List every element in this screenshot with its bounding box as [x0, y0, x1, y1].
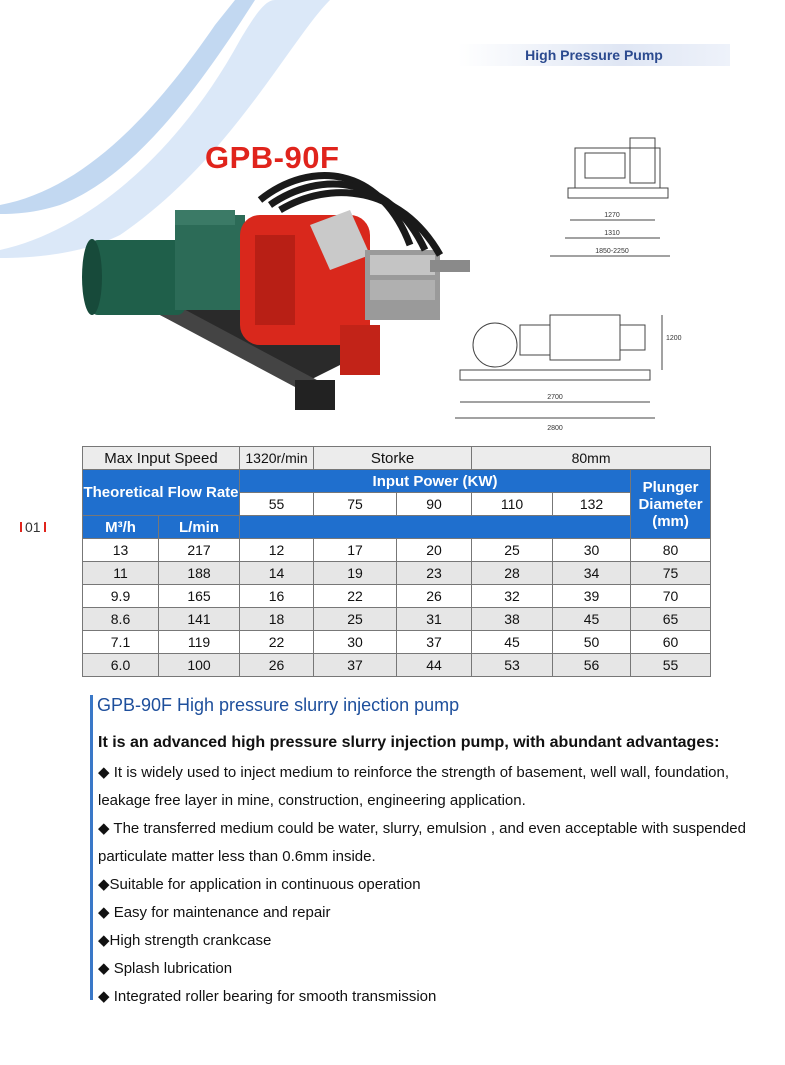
table-row [83, 562, 711, 585]
power-col: 132 [553, 493, 631, 516]
section-accent-bar [90, 695, 93, 1000]
model-title: GPB-90F [205, 140, 340, 175]
table-cell: 11 [83, 562, 159, 585]
power-spacer [240, 516, 631, 539]
table-cell: 65 [631, 608, 711, 631]
table-cell: 22 [314, 585, 397, 608]
table-row [83, 585, 711, 608]
table-row [83, 631, 711, 654]
table-cell: 12 [240, 539, 314, 562]
plunger-diameter-header: Plunger Diameter (mm) [631, 470, 711, 539]
table-cell: 188 [159, 562, 240, 585]
table-cell: 17 [314, 539, 397, 562]
power-col: 55 [240, 493, 314, 516]
table-cell: 100 [159, 654, 240, 677]
feature-item: ◆ Integrated roller bearing for smooth transmission [98, 988, 437, 1005]
power-col: 110 [472, 493, 553, 516]
table-cell: 9.9 [83, 585, 159, 608]
dimension-drawing-side [440, 290, 682, 435]
table-cell: 53 [472, 654, 553, 677]
table-cell: 30 [314, 631, 397, 654]
table-cell: 18 [240, 608, 314, 631]
table-cell: 20 [397, 539, 472, 562]
dimension-drawing-top [540, 128, 680, 268]
description-subtitle: GPB-90F High pressure slurry injection pump [97, 695, 460, 715]
dim-1200: 1200 [666, 335, 682, 342]
table-row [83, 539, 711, 562]
page-number-text: 01 [25, 519, 41, 535]
power-col: 90 [397, 493, 472, 516]
dim-1270: 1270 [604, 212, 620, 219]
dim-1310: 1310 [604, 230, 620, 237]
table-cell: 80 [631, 539, 711, 562]
table-cell: 55 [631, 654, 711, 677]
table-cell: 217 [159, 539, 240, 562]
table-cell: 31 [397, 608, 472, 631]
table-body [83, 539, 711, 677]
dim-range: 1850-2250 [595, 248, 629, 255]
table-cell: 165 [159, 585, 240, 608]
table-cell: 37 [397, 631, 472, 654]
input-power-header: Input Power (KW) [240, 470, 631, 493]
table-cell: 141 [159, 608, 240, 631]
unit-lmin: L/min [159, 516, 240, 539]
dim-2700: 2700 [547, 394, 563, 401]
table-cell: 19 [314, 562, 397, 585]
page-header-title: High Pressure Pump [525, 47, 663, 63]
table-cell: 22 [240, 631, 314, 654]
table-cell: 14 [240, 562, 314, 585]
page-number [20, 519, 46, 535]
power-col: 75 [314, 493, 397, 516]
feature-item: ◆High strength crankcase [98, 932, 272, 949]
table-cell: 26 [397, 585, 472, 608]
feature-list [98, 759, 746, 1011]
table-cell: 7.1 [83, 631, 159, 654]
table-cell: 70 [631, 585, 711, 608]
table-cell: 60 [631, 631, 711, 654]
feature-item: ◆ The transferred medium could be water, slurry, emulsion , and even acceptable with suspended particulate matter less than 0.6mm inside. [98, 820, 746, 865]
table-cell: 34 [553, 562, 631, 585]
table-cell: 25 [472, 539, 553, 562]
table-cell: 50 [553, 631, 631, 654]
page-number-tick [44, 522, 46, 532]
pump-photo [80, 155, 480, 425]
table-cell: 25 [314, 608, 397, 631]
table-cell: 32 [472, 585, 553, 608]
feature-item: ◆Suitable for application in continuous operation [98, 876, 421, 893]
table-row [83, 654, 711, 677]
page-number-tick [20, 522, 22, 532]
table-cell: 28 [472, 562, 553, 585]
table-cell: 38 [472, 608, 553, 631]
table-cell: 6.0 [83, 654, 159, 677]
stroke-label: Storke [314, 447, 472, 470]
table-cell: 44 [397, 654, 472, 677]
table-row [83, 608, 711, 631]
dim-2800: 2800 [547, 425, 563, 432]
max-input-speed-value: 1320r/min [240, 447, 314, 470]
max-input-speed-label: Max Input Speed [83, 447, 240, 470]
motor [82, 210, 245, 315]
table-cell: 45 [553, 608, 631, 631]
table-cell: 30 [553, 539, 631, 562]
table-cell: 8.6 [83, 608, 159, 631]
table-cell: 26 [240, 654, 314, 677]
table-cell: 39 [553, 585, 631, 608]
table-cell: 37 [314, 654, 397, 677]
stroke-value: 80mm [472, 447, 711, 470]
description-intro: It is an advanced high pressure slurry injection pump, with abundant advantages: [98, 734, 720, 751]
flow-rate-header: Theoretical Flow Rate [83, 470, 240, 516]
table-cell: 23 [397, 562, 472, 585]
feature-item: ◆ It is widely used to inject medium to reinforce the strength of basement, well wall, foundation, leakage free layer in mine, construction, engineering application. [98, 764, 730, 809]
table-cell: 75 [631, 562, 711, 585]
unit-m3h: M³/h [83, 516, 159, 539]
feature-item: ◆ Splash lubrication [98, 960, 233, 977]
table-cell: 13 [83, 539, 159, 562]
table-cell: 16 [240, 585, 314, 608]
feature-item: ◆ Easy for maintenance and repair [98, 904, 331, 921]
specification-table [82, 446, 711, 677]
table-cell: 56 [553, 654, 631, 677]
table-cell: 45 [472, 631, 553, 654]
table-cell: 119 [159, 631, 240, 654]
